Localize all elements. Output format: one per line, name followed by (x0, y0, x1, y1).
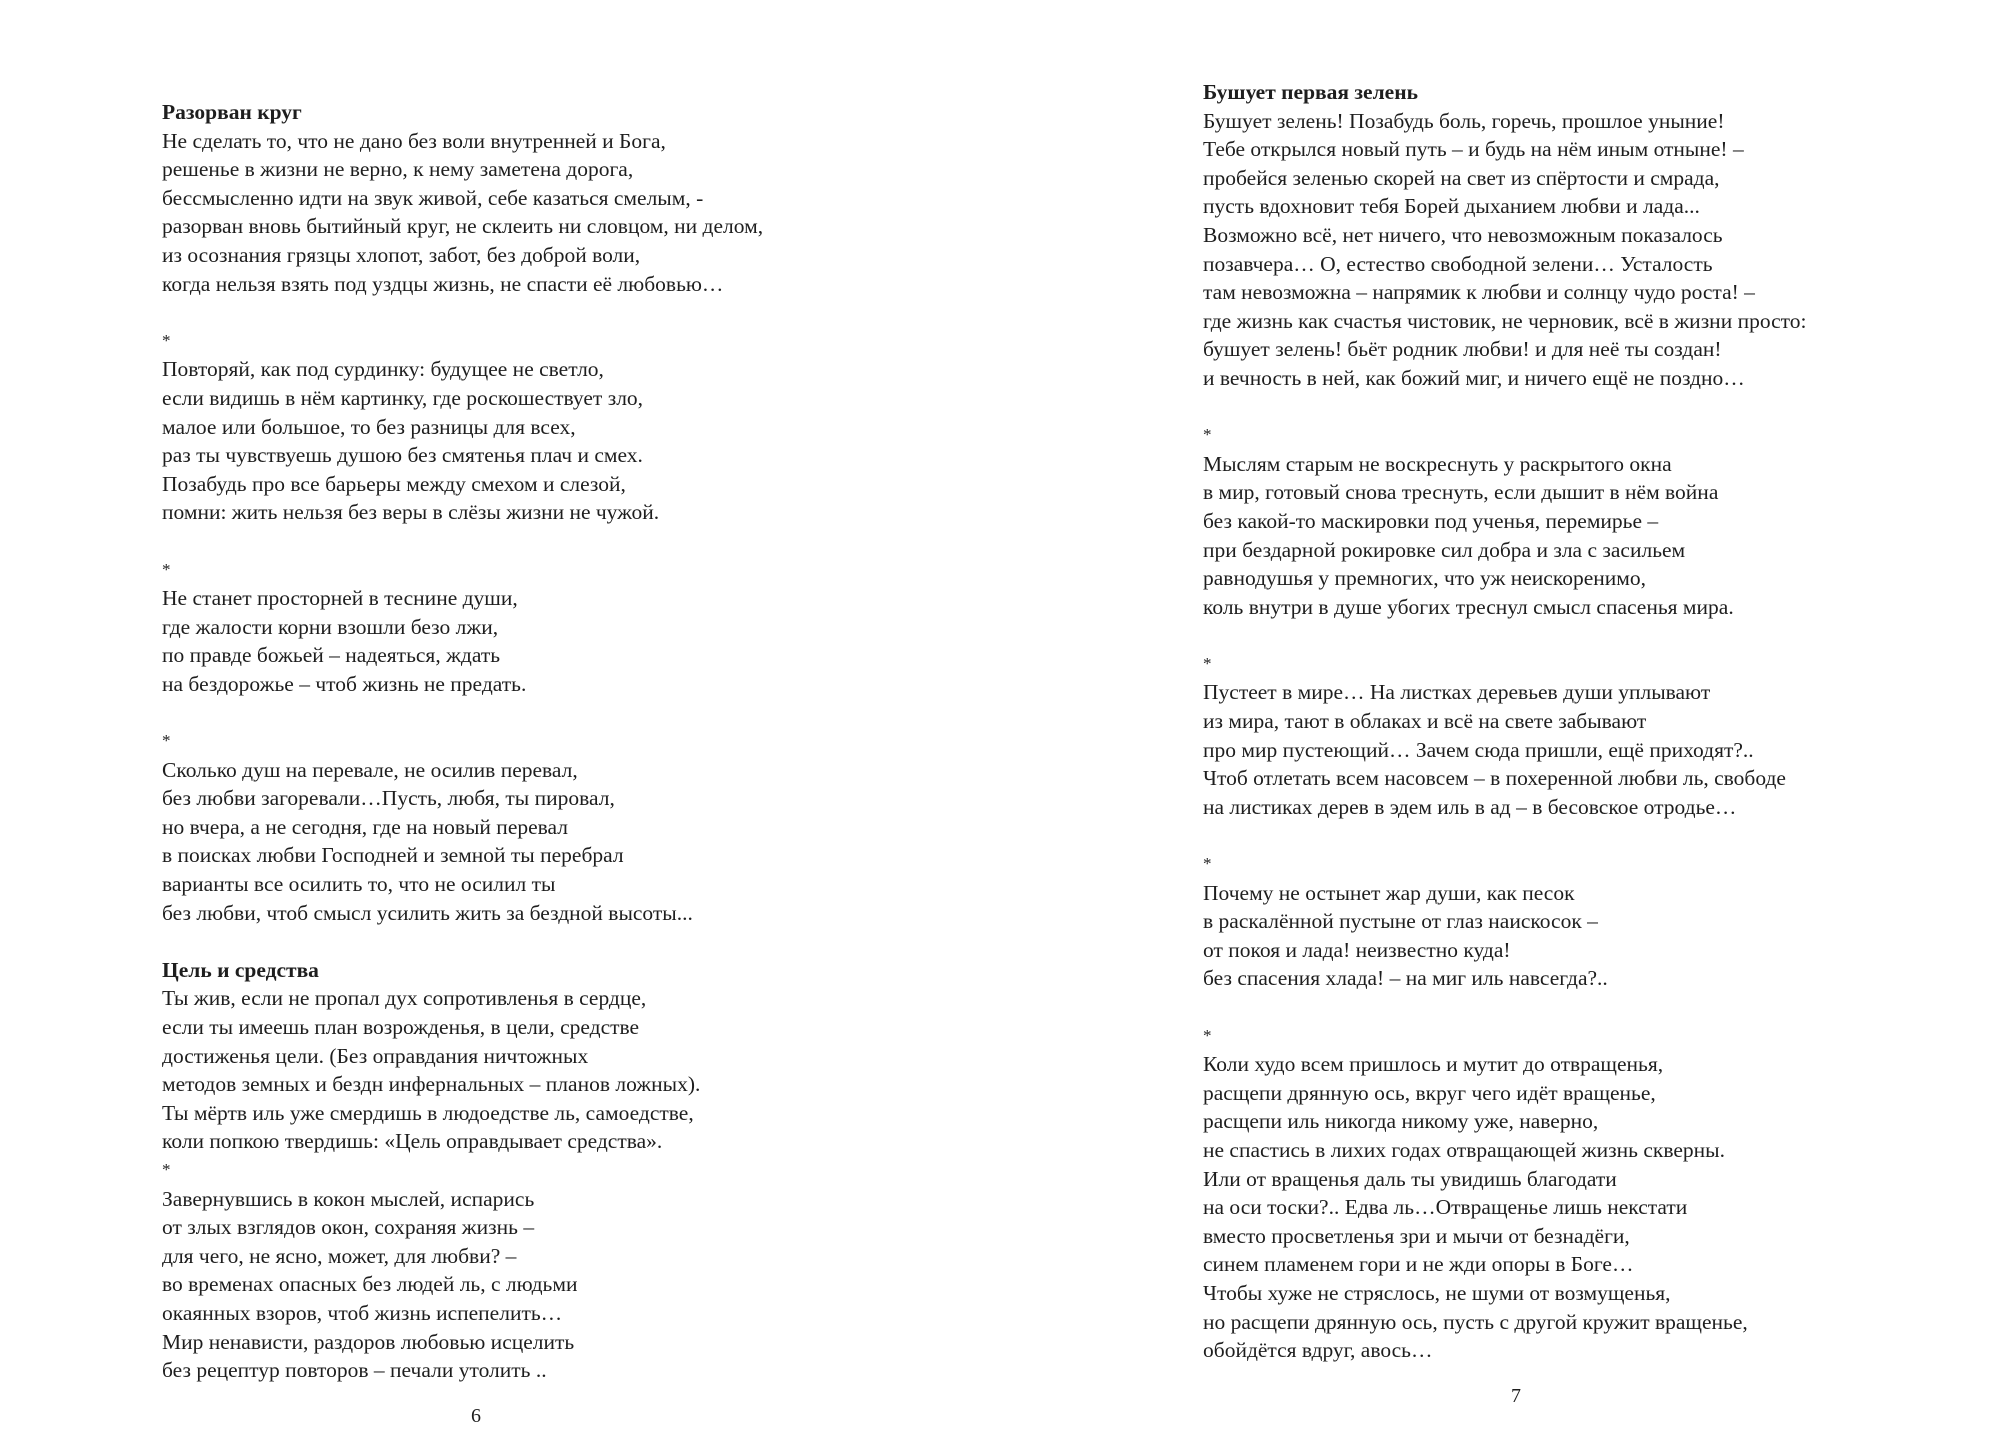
verse-line: Повторяй, как под сурдинку: будущее не светло, (162, 357, 604, 382)
verse-line: бессмысленно идти на звук живой, себе казаться смелым, - (162, 185, 704, 210)
block-spacer (162, 927, 942, 956)
verse-line: для чего, не ясно, может, для любви? – (162, 1243, 517, 1268)
verse-line: из мира, тают в облаках и всё на свете забывают (1203, 709, 1647, 734)
verse-line: решенье в жизни не верно, к нему заметена дорога, (162, 157, 634, 182)
poem-block (162, 1156, 942, 1385)
verse-line: из осознания грязцы хлопот, забот, без доброй воли, (162, 242, 641, 267)
block-spacer (1203, 621, 1983, 650)
asterisk-separator: * (162, 559, 171, 579)
verse-line: от покоя и лада! неизвестно куда! (1203, 937, 1511, 962)
verse-line: бушует зелень! бьёт родник любви! и для неё ты создан! (1203, 337, 1722, 362)
verse-line: Мир ненависти, раздоров любовью исцелить (162, 1329, 575, 1354)
verse-line: Или от вращенья даль ты увидишь благодати (1203, 1166, 1617, 1191)
verse-line: вместо просветленья зри и мычи от безнадёги, (1203, 1223, 1630, 1248)
poem-block (162, 327, 942, 527)
verse-line: без рецептур повторов – печали утолить .. (162, 1358, 547, 1383)
verse-line: без спасения хлада! – на миг иль навсегда?.. (1203, 966, 1608, 991)
left-page-text (162, 98, 942, 1385)
verse-line: методов земных и бездн инфернальных – планов ложных). (162, 1072, 701, 1097)
asterisk-separator: * (162, 1159, 171, 1179)
verse-line: в поисках любви Господней и земной ты перебрал (162, 843, 624, 868)
verse-line: Бушует зелень! Позабудь боль, горечь, прошлое уныние! (1203, 108, 1725, 133)
verse-line: там невозможна – напрямик к любви и солнцу чудо роста! – (1203, 280, 1755, 305)
verse-line: на бездорожье – чтоб жизнь не предать. (162, 671, 527, 696)
block-spacer (162, 698, 942, 727)
verse-line: в мир, готовый снова треснуть, если дышит в нём война (1203, 480, 1719, 505)
verse-line: на листиках дерев в эдем иль в ад – в бесовское отродье… (1203, 794, 1737, 819)
verse-line: от злых взглядов окон, сохраняя жизнь – (162, 1215, 535, 1240)
poem-title: Цель и средства (162, 957, 319, 982)
poem-title: Бушует первая зелень (1203, 80, 1418, 104)
verse-line: по правде божьей – надеяться, ждать (162, 643, 501, 668)
verse-line: на оси тоски?.. Едва ль…Отвращенье лишь некстати (1203, 1195, 1688, 1220)
verse-line: Не станет просторней в теснине души, (162, 586, 518, 611)
verse-line: если видишь в нём картинку, где роскошествует зло, (162, 385, 644, 410)
block-spacer (1203, 821, 1983, 850)
block-spacer (162, 527, 942, 556)
verse-line: варианты все осилить то, что не осилил ты (162, 872, 556, 897)
verse-line: Почему не остынет жар души, как песок (1203, 880, 1575, 905)
verse-line: Ты жив, если не пропал дух сопротивленья в сердце, (162, 986, 647, 1011)
verse-line: если ты имеешь план возрожденья, в цели, средстве (162, 1015, 640, 1039)
verse-line: во временах опасных без людей ль, с людьми (162, 1272, 578, 1297)
verse-line: без любви загоревали…Пусть, любя, ты пировал, (162, 786, 615, 811)
verse-line: Возможно всё, нет ничего, что невозможным показалось (1203, 222, 1723, 247)
verse-line: но вчера, а не сегодня, где на новый перевал (162, 814, 568, 839)
verse-line: Ты мёртв иль уже смердишь в людоедстве ль, самоедстве, (162, 1100, 694, 1125)
verse-line: расщепи иль никогда никому уже, наверно, (1203, 1109, 1599, 1134)
verse-line: Мыслям старым не воскреснуть у раскрытого окна (1203, 451, 1672, 476)
asterisk-separator: * (1203, 854, 1212, 874)
page-number-right: 7 (1511, 1385, 1521, 1407)
verse-line: обойдётся вдруг, авось… (1203, 1338, 1433, 1363)
poem-block (162, 727, 942, 927)
verse-line: пробейся зеленью скорей на свет из спёртости и смрада, (1203, 165, 1720, 190)
verse-line: про мир пустеющий… Зачем сюда пришли, ещё приходят?.. (1203, 737, 1754, 762)
poem-block-titled (1203, 78, 1983, 393)
poem-block (162, 556, 942, 699)
verse-line: помни: жить нельзя без веры в слёзы жизни не чужой. (162, 500, 660, 525)
poem-block-titled (162, 98, 942, 298)
verse-line: в раскалённой пустыне от глаз наискосок – (1203, 909, 1598, 934)
verse-line: при бездарной рокировке сил добра и зла с засильем (1203, 537, 1686, 562)
asterisk-separator: * (162, 731, 171, 751)
asterisk-separator: * (1203, 425, 1212, 445)
verse-line: без какой-то маскировки под ученья, перемирье – (1203, 508, 1659, 533)
poem-block (1203, 1022, 1983, 1365)
poem-block (1203, 650, 1983, 822)
verse-line: окаянных взоров, чтоб жизнь испепелить… (162, 1300, 563, 1325)
verse-line: не спастись в лихих годах отвращающей жизнь скверны. (1203, 1137, 1725, 1162)
block-spacer (1203, 993, 1983, 1022)
poem-block (1203, 421, 1983, 621)
right-page (1000, 0, 2000, 1452)
verse-line: коли попкою твердишь: «Цель оправдывает средства». (162, 1129, 663, 1154)
poem-block-titled (162, 956, 942, 1156)
verse-line: но расщепи дрянную ось, пусть с другой кружит вращенье, (1203, 1309, 1748, 1334)
verse-line: пусть вдохновит тебя Борей дыханием любви и лада... (1203, 194, 1700, 219)
verse-line: когда нельзя взять под уздцы жизнь, не спасти её любовью… (162, 271, 724, 296)
asterisk-separator: * (162, 330, 171, 350)
poem-title: Разорван круг (162, 100, 302, 124)
verse-line: Тебе открылся новый путь – и будь на нём иным отныне! – (1203, 137, 1744, 162)
right-page-text (1203, 78, 1983, 1365)
verse-line: Чтоб отлетать всем насовсем – в похеренной любви ль, свободе (1203, 766, 1786, 791)
verse-line: раз ты чувствуешь душою без смятенья плач и смех. (162, 443, 643, 468)
verse-line: Коли худо всем пришлось и мутит до отвращенья, (1203, 1052, 1664, 1077)
asterisk-separator: * (1203, 653, 1212, 673)
verse-line: малое или большое, то без разницы для всех, (162, 414, 576, 439)
verse-line: разорван вновь бытийный круг, не склеить ни словцом, ни делом, (162, 214, 764, 239)
verse-line: синем пламенем гори и не жди опоры в Боге… (1203, 1252, 1634, 1277)
verse-line: Сколько душ на перевале, не осилив перевал, (162, 757, 578, 782)
verse-line: Завернувшись в кокон мыслей, испарись (162, 1186, 535, 1211)
verse-line: Чтобы хуже не стряслось, не шуми от возмущенья, (1203, 1280, 1671, 1305)
verse-line: позавчера… О, естество свободной зелени… Усталость (1203, 251, 1713, 276)
verse-line: где жалости корни взошли безо лжи, (162, 614, 499, 639)
verse-line: коль внутри в душе убогих треснул смысл спасенья мира. (1203, 594, 1734, 619)
poem-block (1203, 850, 1983, 993)
block-spacer (162, 298, 942, 327)
page-number-left: 6 (471, 1405, 481, 1427)
verse-line: и вечность в ней, как божий миг, и ничего ещё не поздно… (1203, 365, 1745, 390)
verse-line: расщепи дрянную ось, вкруг чего идёт вращенье, (1203, 1080, 1656, 1105)
asterisk-separator: * (1203, 1025, 1212, 1045)
verse-line: достиженья цели. (Без оправдания ничтожных (162, 1043, 589, 1068)
verse-line: без любви, чтоб смысл усилить жить за бездной высоты... (162, 900, 693, 925)
verse-line: равнодушья у премногих, что уж неискоренимо, (1203, 566, 1646, 591)
verse-line: Не сделать то, что не дано без воли внутренней и Бога, (162, 128, 666, 153)
verse-line: Пустеет в мире… На листках деревьев души уплывают (1203, 680, 1711, 705)
verse-line: Позабудь про все барьеры между смехом и слезой, (162, 471, 626, 496)
verse-line: где жизнь как счастья чистовик, не черновик, всё в жизни просто: (1203, 308, 1807, 333)
block-spacer (1203, 393, 1983, 422)
